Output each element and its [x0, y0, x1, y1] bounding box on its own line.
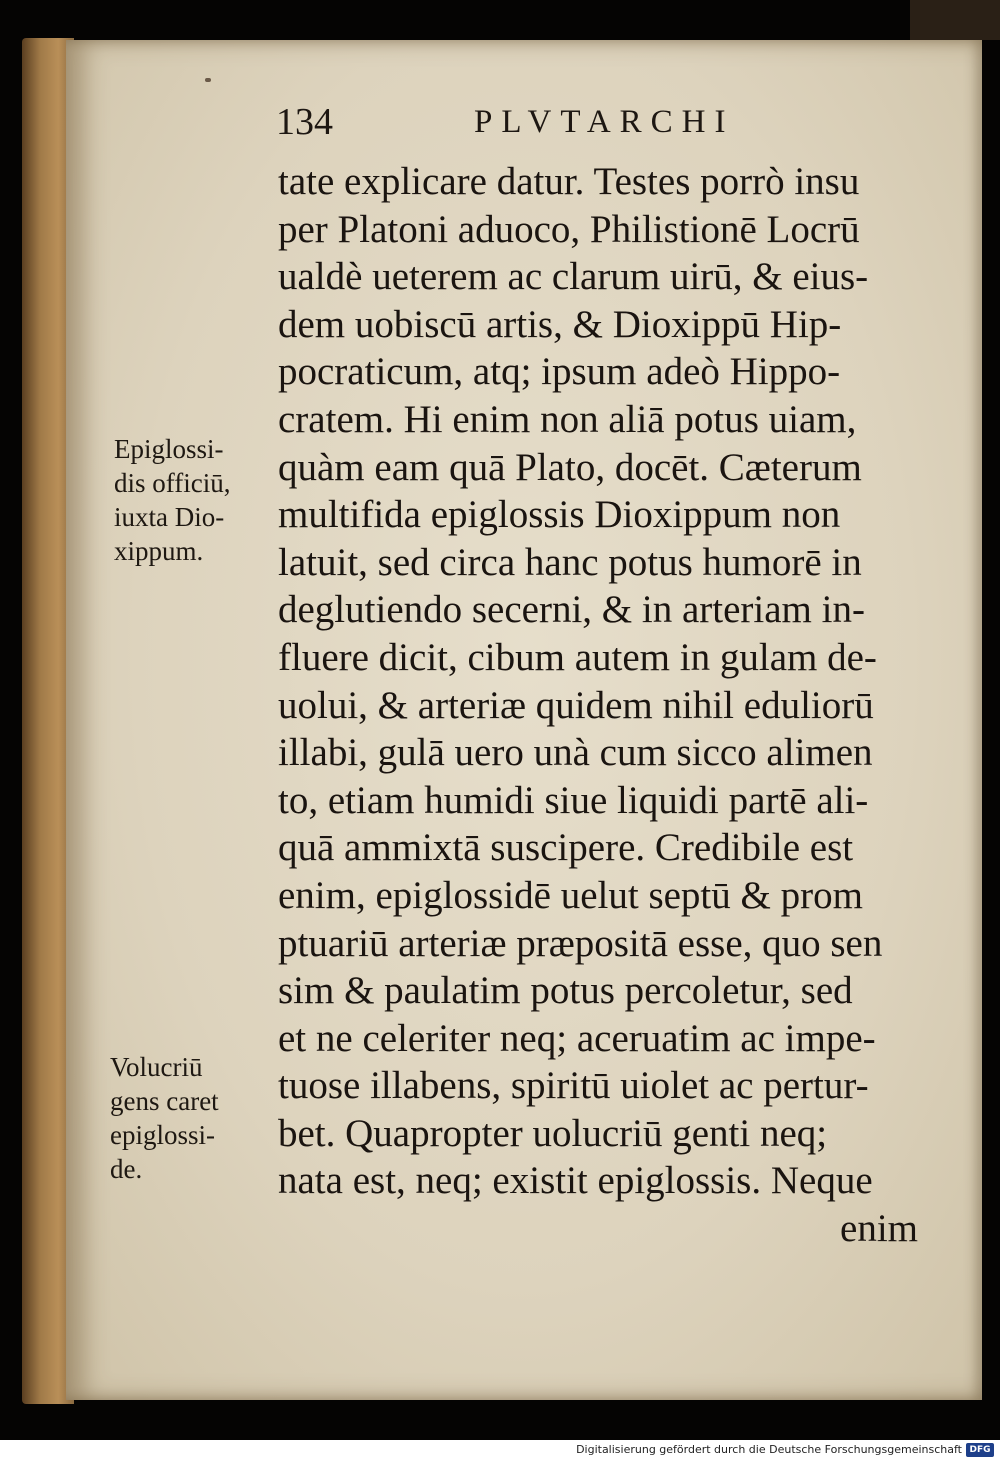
- text-line: multifida epiglossis Dioxippum non: [278, 493, 841, 537]
- page-header: [276, 100, 756, 150]
- text-line: quā ammixtā suscipere. Credibile est: [278, 826, 854, 870]
- text-line: latuit, sed circa hanc potus humorē in: [278, 540, 862, 584]
- text-line: tate explicare datur. Testes porrò insu: [278, 160, 860, 203]
- footer-bar: [0, 1440, 1000, 1461]
- marginal-note-birds: [110, 1050, 270, 1186]
- marginal-line: iuxta Dio-: [114, 502, 225, 532]
- text-line: dem uobiscū artis, & Dioxippū Hip-: [278, 302, 842, 346]
- text-line: nata est, neq; existit epiglossis. Neque: [278, 1159, 873, 1203]
- text-line: fluere dicit, cibum autem in gulam de-: [278, 635, 877, 679]
- text-line: et ne celeriter neq; aceruatim ac impe-: [278, 1016, 876, 1060]
- text-line: per Platoni aduoco, Philistionē Locrū: [278, 207, 860, 251]
- dfg-logo: DFG: [966, 1443, 994, 1457]
- text-line: cratem. Hi enim non aliā potus uiam,: [278, 397, 857, 441]
- footer-credit: Digitalisierung gefördert durch die Deutsche Forschungsgemeinschaft: [576, 1443, 962, 1456]
- text-line: enim, epiglossidē uelut septū & prom: [278, 873, 863, 917]
- running-title: PLVTARCHI: [474, 104, 735, 140]
- marginal-line: Volucriū: [110, 1052, 203, 1082]
- text-line: pocraticum, atq; ipsum adeò Hippo-: [278, 350, 841, 394]
- marginal-line: dis officiū,: [114, 468, 231, 498]
- text-line: uolui, & arteriæ quidem nihil eduliorū: [278, 683, 874, 727]
- text-line: illabi, gulā uero unà cum sicco alimen: [278, 731, 873, 775]
- text-line: bet. Quapropter uolucriū genti neq;: [278, 1111, 828, 1155]
- binding-corner: [910, 0, 1000, 40]
- marginal-line: gens caret: [110, 1086, 219, 1116]
- text-line: quàm eam quā Plato, docēt. Cæterum: [278, 445, 862, 489]
- text-line: tuose illabens, spiritū uiolet ac pertur-: [278, 1064, 869, 1108]
- marginal-note-epiglottis: [114, 432, 274, 568]
- body-text: [278, 158, 938, 1253]
- text-line: ptuariū arteriæ præpositā esse, quo sen: [278, 921, 883, 965]
- page-number: 134: [276, 101, 333, 143]
- marginal-line: de.: [110, 1154, 143, 1184]
- marginal-line: epiglossi-: [110, 1120, 215, 1150]
- marginal-line: Epiglossi-: [114, 434, 224, 464]
- text-line: to, etiam humidi siue liquidi partē ali-: [278, 778, 869, 822]
- ink-speck: [205, 78, 211, 82]
- text-line: sim & paulatim potus percoletur, sed: [278, 969, 853, 1013]
- text-line: deglutiendo secerni, & in arteriam in-: [278, 588, 865, 632]
- text-line: ualdè ueterem ac clarum uirū, & eius-: [278, 255, 869, 299]
- catchword: enim: [840, 1207, 918, 1251]
- marginal-line: xippum.: [114, 536, 204, 566]
